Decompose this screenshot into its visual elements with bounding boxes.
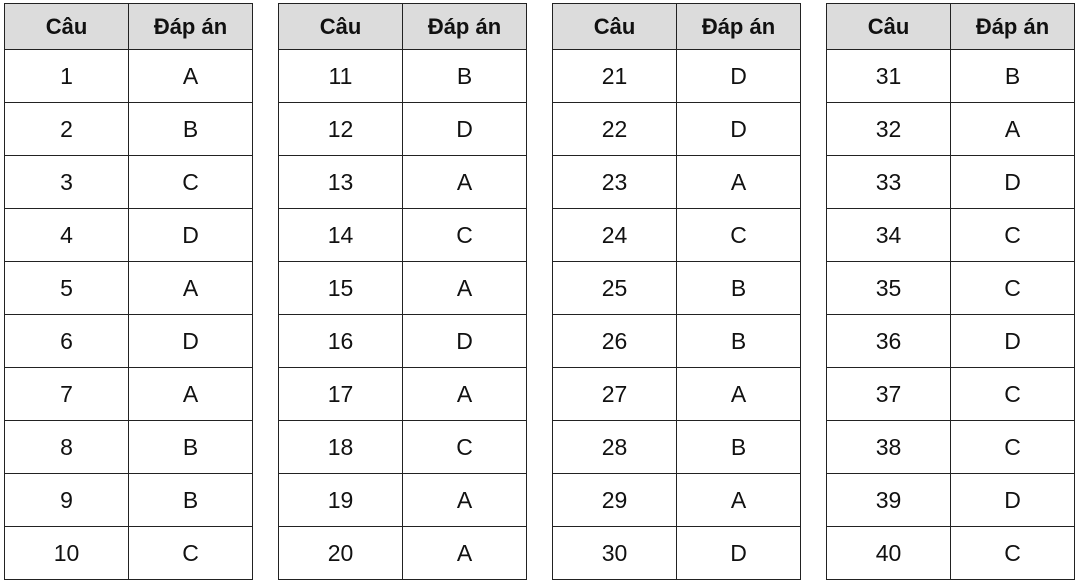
- table-row: [827, 527, 1075, 580]
- question-number: 22: [553, 103, 677, 156]
- table-row: [5, 527, 253, 580]
- question-header: Câu: [279, 4, 403, 50]
- answer-letter: A: [677, 368, 801, 421]
- answer-header: Đáp án: [403, 4, 527, 50]
- table-row: [279, 527, 527, 580]
- answer-header: Đáp án: [129, 4, 253, 50]
- answer-letter: D: [677, 50, 801, 103]
- answer-table-2: [278, 3, 527, 580]
- question-number: 10: [5, 527, 129, 580]
- answer-letter: D: [677, 103, 801, 156]
- table-row: [827, 474, 1075, 527]
- question-number: 29: [553, 474, 677, 527]
- question-number: 21: [553, 50, 677, 103]
- question-number: 16: [279, 315, 403, 368]
- question-number: 15: [279, 262, 403, 315]
- table-row: [279, 50, 527, 103]
- table-row: [279, 262, 527, 315]
- table-row: [553, 156, 801, 209]
- answer-letter: A: [129, 368, 253, 421]
- answer-letter: C: [951, 368, 1075, 421]
- question-number: 19: [279, 474, 403, 527]
- table-row: [553, 50, 801, 103]
- answer-letter: A: [677, 156, 801, 209]
- table-row: [553, 315, 801, 368]
- table-row: [5, 50, 253, 103]
- table-row: [553, 474, 801, 527]
- answer-letter: A: [403, 474, 527, 527]
- answer-letter: C: [951, 421, 1075, 474]
- answer-letter: C: [403, 421, 527, 474]
- answer-table-1: [4, 3, 253, 580]
- question-number: 32: [827, 103, 951, 156]
- table-row: [827, 368, 1075, 421]
- answer-letter: A: [403, 156, 527, 209]
- question-number: 6: [5, 315, 129, 368]
- answer-letter: A: [129, 262, 253, 315]
- question-number: 31: [827, 50, 951, 103]
- question-header: Câu: [553, 4, 677, 50]
- answer-letter: D: [951, 315, 1075, 368]
- table-row: [5, 474, 253, 527]
- answer-letter: C: [129, 527, 253, 580]
- table-row: [553, 421, 801, 474]
- answer-letter: B: [403, 50, 527, 103]
- question-number: 24: [553, 209, 677, 262]
- answer-table-3: [552, 3, 801, 580]
- question-number: 27: [553, 368, 677, 421]
- table-row: [827, 103, 1075, 156]
- header-row: [279, 4, 527, 50]
- answer-letter: B: [129, 421, 253, 474]
- answer-letter: A: [403, 262, 527, 315]
- table-row: [279, 368, 527, 421]
- question-number: 39: [827, 474, 951, 527]
- header-row: [827, 4, 1075, 50]
- table-row: [5, 421, 253, 474]
- question-number: 3: [5, 156, 129, 209]
- table-row: [5, 103, 253, 156]
- table-row: [5, 209, 253, 262]
- answer-header: Đáp án: [677, 4, 801, 50]
- table-row: [553, 527, 801, 580]
- answer-letter: C: [951, 527, 1075, 580]
- question-number: 26: [553, 315, 677, 368]
- question-number: 17: [279, 368, 403, 421]
- question-number: 25: [553, 262, 677, 315]
- answer-letter: A: [677, 474, 801, 527]
- table-row: [553, 209, 801, 262]
- answer-table-4: [826, 3, 1075, 580]
- table-row: [279, 156, 527, 209]
- question-number: 13: [279, 156, 403, 209]
- answer-letter: A: [951, 103, 1075, 156]
- question-number: 28: [553, 421, 677, 474]
- answer-letter: B: [677, 421, 801, 474]
- question-header: Câu: [5, 4, 129, 50]
- answer-letter: D: [403, 315, 527, 368]
- answer-letter: B: [129, 474, 253, 527]
- table-row: [279, 315, 527, 368]
- question-number: 11: [279, 50, 403, 103]
- answer-letter: D: [129, 209, 253, 262]
- answer-letter: C: [951, 209, 1075, 262]
- question-header: Câu: [827, 4, 951, 50]
- table-row: [279, 421, 527, 474]
- table-row: [279, 103, 527, 156]
- header-row: [5, 4, 253, 50]
- question-number: 18: [279, 421, 403, 474]
- question-number: 4: [5, 209, 129, 262]
- table-row: [279, 209, 527, 262]
- question-number: 30: [553, 527, 677, 580]
- table-row: [5, 156, 253, 209]
- table-row: [827, 156, 1075, 209]
- question-number: 1: [5, 50, 129, 103]
- table-row: [5, 315, 253, 368]
- question-number: 8: [5, 421, 129, 474]
- header-row: [553, 4, 801, 50]
- table-row: [553, 368, 801, 421]
- answer-letter: D: [129, 315, 253, 368]
- answer-letter: B: [677, 315, 801, 368]
- table-row: [279, 474, 527, 527]
- question-number: 37: [827, 368, 951, 421]
- question-number: 33: [827, 156, 951, 209]
- answer-letter: D: [951, 156, 1075, 209]
- table-row: [827, 209, 1075, 262]
- answer-letter: B: [129, 103, 253, 156]
- question-number: 20: [279, 527, 403, 580]
- answer-letter: A: [129, 50, 253, 103]
- answer-letter: D: [403, 103, 527, 156]
- answer-letter: B: [677, 262, 801, 315]
- question-number: 14: [279, 209, 403, 262]
- table-row: [827, 421, 1075, 474]
- answer-letter: D: [677, 527, 801, 580]
- question-number: 36: [827, 315, 951, 368]
- question-number: 40: [827, 527, 951, 580]
- answer-letter: C: [403, 209, 527, 262]
- answer-letter: A: [403, 527, 527, 580]
- question-number: 38: [827, 421, 951, 474]
- answer-letter: C: [677, 209, 801, 262]
- table-row: [553, 103, 801, 156]
- table-row: [553, 262, 801, 315]
- answer-letter: C: [951, 262, 1075, 315]
- table-row: [827, 315, 1075, 368]
- answer-letter: C: [129, 156, 253, 209]
- answer-letter: B: [951, 50, 1075, 103]
- question-number: 23: [553, 156, 677, 209]
- table-row: [5, 368, 253, 421]
- table-row: [5, 262, 253, 315]
- answer-letter: A: [403, 368, 527, 421]
- question-number: 5: [5, 262, 129, 315]
- question-number: 2: [5, 103, 129, 156]
- table-row: [827, 262, 1075, 315]
- question-number: 34: [827, 209, 951, 262]
- answer-header: Đáp án: [951, 4, 1075, 50]
- question-number: 9: [5, 474, 129, 527]
- question-number: 12: [279, 103, 403, 156]
- question-number: 7: [5, 368, 129, 421]
- answer-letter: D: [951, 474, 1075, 527]
- table-row: [827, 50, 1075, 103]
- question-number: 35: [827, 262, 951, 315]
